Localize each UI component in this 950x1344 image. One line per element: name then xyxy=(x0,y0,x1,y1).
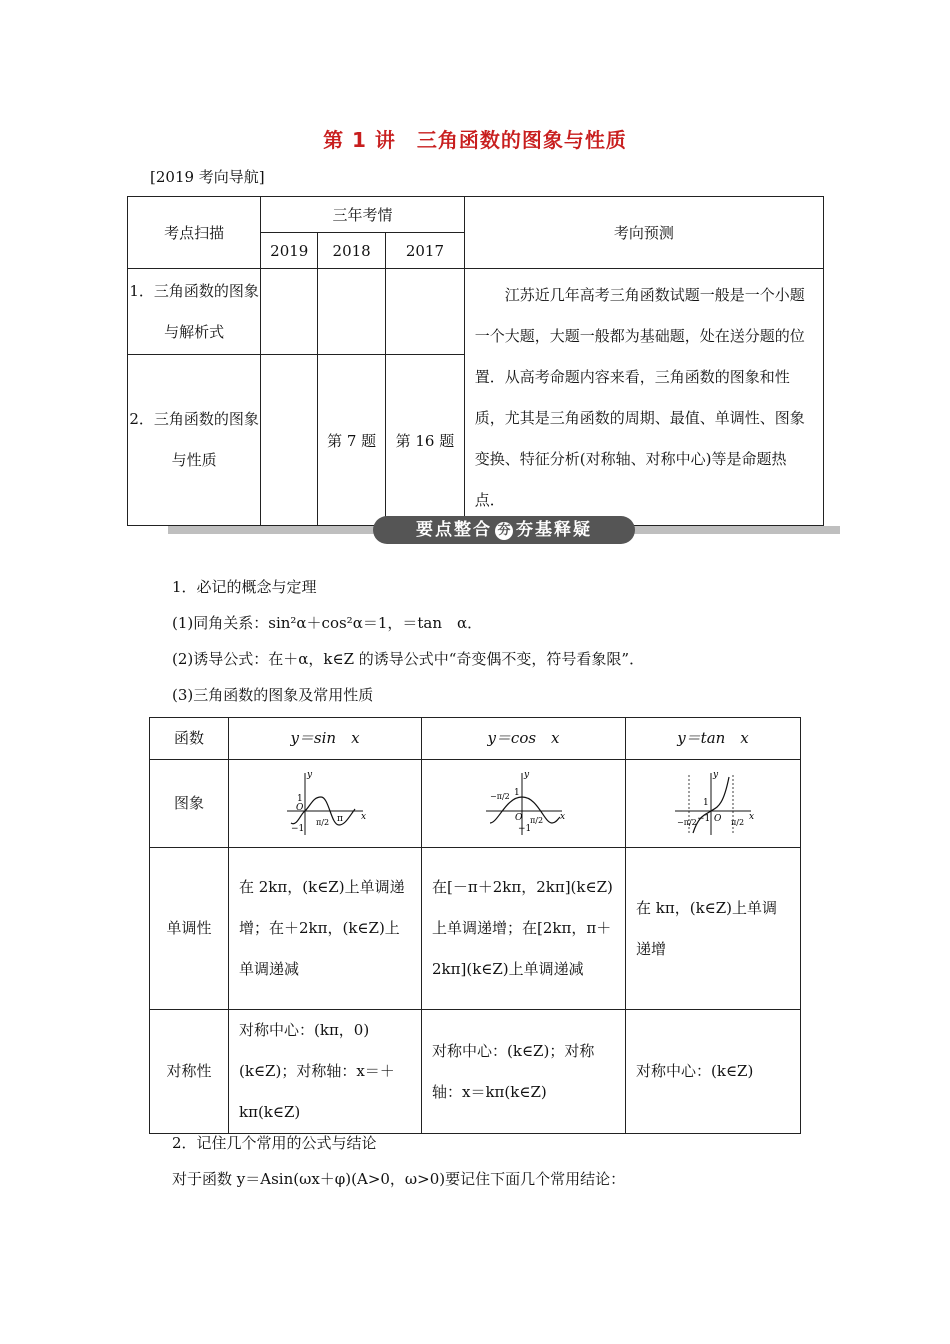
banner-right: 夯基释疑 xyxy=(516,520,592,540)
header-tan: y＝tan x xyxy=(626,718,801,760)
sin-pi2: π/2 xyxy=(316,817,330,827)
topic-1-2017 xyxy=(386,269,465,355)
topic-2-2018: 第 7 题 xyxy=(318,355,386,526)
tan-neg-pi2: −π/2 xyxy=(677,817,697,827)
tan-origin: O xyxy=(714,813,722,824)
page-title: 第 1 讲 三角函数的图象与性质 xyxy=(323,128,627,152)
tan-y-label: y xyxy=(713,769,719,780)
sym-cos: 对称中心：(k∈Z)；对称轴：x＝kπ(k∈Z) xyxy=(422,1010,626,1134)
section2-heading: 2．记住几个常用的公式与结论 xyxy=(172,1134,377,1152)
section1-line3: (3)三角函数的图象及常用性质 xyxy=(172,686,374,704)
header-sin: y＝sin x xyxy=(229,718,422,760)
header-topic: 考点扫描 xyxy=(128,197,261,269)
row-label-graph: 图象 xyxy=(150,760,229,848)
graph-sin-cell xyxy=(229,760,422,848)
sin-origin: O xyxy=(296,802,304,813)
year-2017: 2017 xyxy=(386,233,465,269)
mono-tan: 在 kπ，(k∈Z)上单调递增 xyxy=(626,848,801,1010)
section-banner xyxy=(168,516,840,544)
tan-neg-one: −1 xyxy=(697,813,711,824)
section1-heading: 1．必记的概念与定理 xyxy=(172,578,317,596)
section1-line1: (1)同角关系：sin²α＋cos²α＝1，＝tan α． xyxy=(172,614,483,632)
cos-pi2: π/2 xyxy=(529,815,543,825)
tan-one: 1 xyxy=(703,797,709,808)
graph-cos-cell xyxy=(422,760,626,848)
mono-sin: 在 2kπ，(k∈Z)上单调递增；在＋2kπ，(k∈Z)上单调递减 xyxy=(229,848,422,1010)
banner-left: 要点整合 xyxy=(416,520,492,540)
topic-1-2018 xyxy=(318,269,386,355)
header-years: 三年考情 xyxy=(261,197,464,233)
cos-x-label: x xyxy=(559,811,565,822)
sin-x-label: x xyxy=(361,811,367,822)
cos-neg-pi2: −π/2 xyxy=(489,791,510,801)
exam-trend-table xyxy=(127,196,824,526)
graph-tan-cell xyxy=(626,760,801,848)
cos-graph xyxy=(482,769,566,839)
sin-graph xyxy=(283,769,367,839)
topic-2-2019 xyxy=(261,355,318,526)
sin-y-label: y xyxy=(307,769,313,780)
cos-neg-one: −1 xyxy=(517,823,531,834)
topic-2-2017: 第 16 题 xyxy=(386,355,465,526)
cos-y-label: y xyxy=(523,769,529,780)
cos-one: 1 xyxy=(513,787,520,798)
tan-graph xyxy=(671,769,755,839)
topic-1: 1．三角函数的图象与解析式 xyxy=(128,269,261,355)
cos-origin: O xyxy=(514,812,522,823)
tan-pi2: π/2 xyxy=(731,817,745,827)
tan-x-label: x xyxy=(749,811,755,822)
year-2019: 2019 xyxy=(261,233,318,269)
banner-pill xyxy=(373,516,635,544)
header-cos: y＝cos x xyxy=(422,718,626,760)
year-2018: 2018 xyxy=(318,233,386,269)
section1-line2: (2)诱导公式：在＋α，k∈Z 的诱导公式中“奇变偶不变，符号看象限”． xyxy=(172,650,645,668)
prediction-text: 江苏近几年高考三角函数试题一般是一个小题一个大题，大题一般都为基础题，处在送分题的位置．从高考命题内容来看，三角函数的图象和性质，尤其是三角函数的周期、最值、单调性、图象变换、特征分析(对称轴、对称中心)等是命题热点． xyxy=(464,269,823,526)
sin-neg-one: −1 xyxy=(291,823,305,834)
section2-line: 对于函数 y＝Asin(ωx＋φ)(A>0，ω>0)要记住下面几个常用结论： xyxy=(172,1170,626,1188)
header-function: 函数 xyxy=(150,718,229,760)
sym-tan: 对称中心：(k∈Z) xyxy=(626,1010,801,1134)
row-label-symmetry: 对称性 xyxy=(150,1010,229,1134)
sin-one: 1 xyxy=(297,793,303,804)
topic-2: 2．三角函数的图象与性质 xyxy=(128,355,261,526)
nav-label: [2019 考向导航] xyxy=(150,168,265,186)
sin-pi: π xyxy=(337,813,343,824)
row-label-monotonicity: 单调性 xyxy=(150,848,229,1010)
sym-sin: 对称中心：(kπ，0)(k∈Z)；对称轴：x＝＋kπ(k∈Z) xyxy=(229,1010,422,1134)
mono-cos: 在[－π＋2kπ，2kπ](k∈Z)上单调递增；在[2kπ，π＋2kπ](k∈Z)上单调递减 xyxy=(422,848,626,1010)
header-prediction: 考向预测 xyxy=(464,197,823,269)
banner-circle-icon: 夯 xyxy=(495,522,513,540)
topic-1-2019 xyxy=(261,269,318,355)
trig-properties-table xyxy=(149,717,801,1134)
